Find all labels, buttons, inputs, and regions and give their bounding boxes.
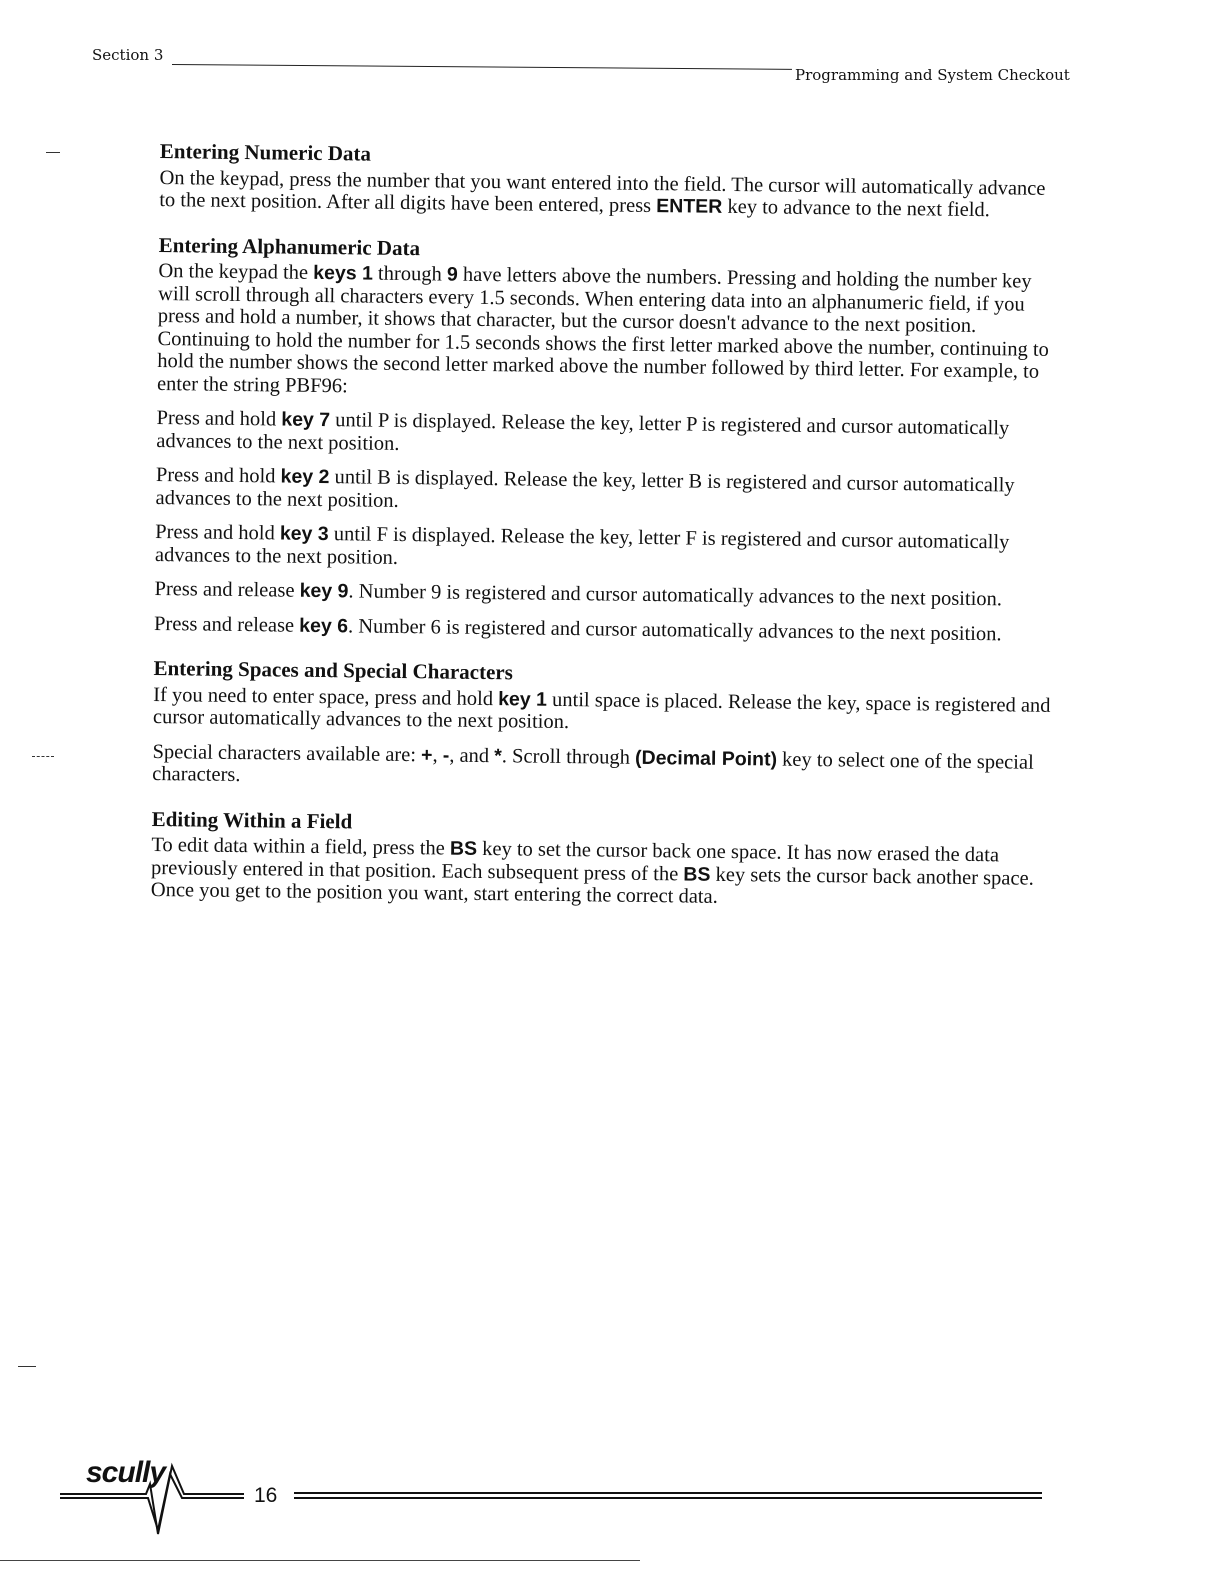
- header-section-label: Section 3: [92, 46, 164, 64]
- key-name: key 1: [498, 687, 548, 711]
- text-run: until P is displayed. Release the key, letter P is registered and cursor automatically advances to the next position.: [156, 409, 1010, 455]
- text-run: If you need to enter space, press and hold: [153, 683, 499, 710]
- text-run: To edit data within a field, press the: [151, 833, 451, 860]
- header-chapter-title: Programming and System Checkout: [795, 66, 1070, 84]
- section-special-characters: [152, 657, 1054, 796]
- text-run: have letters above the numbers. Pressing and holding the number key will scroll through all characters every 1.5 seconds. When entering data into an alphanumeric field, if you press and hold a number, it shows that character, but the cursor doesn't advance to the next position. Continuing to hold the number for 1.5 seconds shows the first letter marked above the number, continuing to hold the number shows the second letter marked above the number followed by third letter. For example, to enter the string PBF96:: [156, 263, 1049, 397]
- scan-edge-line: [0, 1560, 640, 1561]
- section-editing: [151, 807, 1052, 912]
- text-run: , and: [449, 744, 495, 767]
- page-footer: [58, 1456, 1048, 1526]
- text-run: key to advance to the next field.: [722, 195, 990, 222]
- key-name: key 6: [299, 614, 349, 637]
- key-name: BS: [449, 837, 478, 860]
- text-run: until space is placed. Release the key, space is registered and cursor automatically advances to the next position.: [152, 688, 1051, 734]
- text-run: Special characters available are:: [152, 740, 422, 766]
- key-name: (Decimal Point): [634, 746, 778, 771]
- text-run: ,: [432, 743, 443, 766]
- text-run: key sets the cursor back another space. Once you get to the position you want, start entering the correct data.: [150, 863, 1034, 908]
- section-alphanumeric: [154, 233, 1059, 645]
- text-run: until F is displayed. Release the key, letter F is registered and cursor automatically advances to the next position.: [154, 523, 1010, 569]
- scan-mark: [18, 1366, 36, 1367]
- text-run: Press and release: [153, 612, 300, 637]
- key-name: key 3: [279, 522, 329, 546]
- special-char-minus: -: [442, 744, 450, 767]
- key-name: key 7: [281, 408, 331, 432]
- key-name: key 9: [299, 579, 349, 603]
- text-run: key to select one of the special characters.: [152, 748, 1034, 787]
- scan-mark: [32, 756, 54, 757]
- text-run: Press and hold: [155, 520, 281, 545]
- section-heading: Entering Numeric Data: [159, 139, 372, 166]
- text-run: until B is displayed. Release the key, letter B is registered and cursor automatically advances to the next position.: [155, 466, 1015, 512]
- special-char-plus: +: [420, 743, 433, 766]
- text-run: On the keypad the: [158, 259, 314, 284]
- page-body: [151, 140, 1060, 912]
- paragraph: [151, 834, 1052, 912]
- text-run: through: [372, 262, 448, 286]
- scully-logo: scully: [86, 1456, 166, 1489]
- special-char-star: *: [494, 744, 502, 767]
- footer-rule: [294, 1492, 1042, 1502]
- section-heading: Editing Within a Field: [151, 806, 353, 833]
- key-name: key 2: [280, 465, 330, 489]
- text-run: . Number 9 is registered and cursor automatically advances to the next position.: [348, 580, 1003, 611]
- text-run: key to set the cursor back one space. It has now erased the data previously entered in that position. Each subsequent press of the: [150, 837, 1000, 885]
- scan-mark: [46, 152, 60, 153]
- key-name: ENTER: [656, 195, 723, 218]
- header-rule: [172, 64, 792, 70]
- section-heading: Entering Alphanumeric Data: [158, 232, 421, 260]
- key-name: keys 1: [313, 261, 374, 285]
- text-run: . Scroll through: [501, 744, 636, 769]
- text-run: Press and hold: [156, 406, 282, 431]
- key-name: 9: [446, 263, 458, 286]
- key-name: BS: [683, 862, 711, 886]
- text-run: Press and release: [154, 577, 300, 602]
- text-run: On the keypad, press the number that you want entered into the field. The cursor will automatically advance to the next position. After all digits have been entered, press: [159, 166, 1046, 218]
- text-run: Press and hold: [155, 463, 281, 488]
- page-number: 16: [254, 1484, 278, 1507]
- text-run: . Number 6 is registered and cursor automatically advances to the next position.: [347, 614, 1002, 645]
- section-numeric: [159, 140, 1060, 222]
- paragraph: [157, 260, 1059, 406]
- section-heading: Entering Spaces and Special Characters: [153, 655, 513, 685]
